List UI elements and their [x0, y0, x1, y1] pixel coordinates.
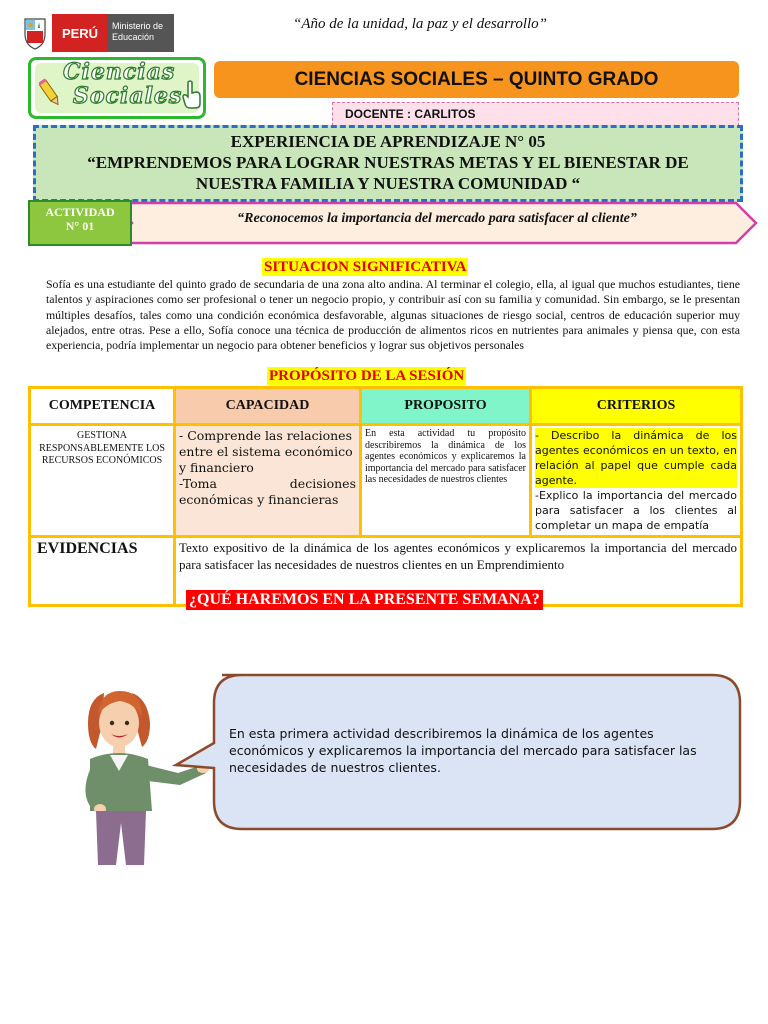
capacity-item-2-end: económicas y financieras	[179, 492, 339, 507]
table-header-row	[30, 388, 742, 425]
criteria-item-2: -Explico la importancia del mercado para satisfacer a los clientes al completar un mapa de empatía	[535, 489, 737, 532]
activity-tag-number: N° 01	[65, 219, 95, 233]
header-proposito: PROPOSITO	[361, 388, 531, 425]
teacher-label: DOCENTE : CARLITOS	[332, 102, 739, 126]
situation-heading: SITUACION SIGNIFICATIVA	[264, 259, 467, 275]
activity-tag-label: ACTIVIDAD	[45, 205, 115, 219]
purpose-cell: En esta actividad tu propósito describiremos la dinámica de los agentes económicos y explicaremos la importancia del mercado para satisfacer las necesidades de nuestros clientes	[361, 425, 531, 537]
criteria-item-1: - Describo la dinámica de los agentes económicos en un texto, en relación al papel que cumple cada agente.	[535, 429, 737, 487]
peru-label: PERÚ	[52, 14, 108, 52]
situation-body: Sofía es una estudiante del quinto grado de secundaria de una zona alto andina. Al terminar el colegio, ella, al igual que muchos estudiantes, tiene talentos y aspiraciones como ser profesional o tener un negocio propio, y contribuir así con su familia y comunidad. Sin embargo, se le presentan múltiples desafíos, tales como una condición económica desfavorable, algunas situaciones de riesgo social, centros de educación superior muy alejados, entre otras. Pese a ello, Sofía conoce una técnica de producción de alimentos ricos en nutrientes para animales y piensa que, con esta experiencia, podría implementar un negocio para obtener beneficios y lograr sus objetivos personales	[46, 277, 740, 353]
pencil-icon	[39, 78, 61, 108]
speech-text: En esta primera actividad describiremos la dinámica de los agentes económicos y explicaremos la importancia del mercado para satisfacer las necesidades de nuestros clientes.	[229, 726, 697, 775]
activity-title: “Reconocemos la importancia del mercado para satisfacer al cliente”	[237, 211, 637, 226]
peru-shield-icon	[22, 16, 48, 50]
capacity-item-1: - Comprende las relaciones entre el sistema económico y financiero	[179, 428, 353, 475]
logo-word-ciencias: Ciencias	[63, 59, 176, 85]
capacity-item-2-mid: decisiones	[289, 476, 356, 491]
experience-title-line1: “EMPRENDEMOS PARA LOGRAR NUESTRAS METAS Y EL BIENESTAR DE	[87, 153, 689, 172]
activity-title-banner	[112, 200, 760, 246]
capacity-cell	[175, 425, 361, 537]
evidence-cell: Texto expositivo de la dinámica de los agentes económicos y explicaremos la importancia del mercado para satisfacer las necesidades de nuestros clientes en un Emprendimiento	[175, 537, 742, 606]
table-row	[30, 425, 742, 537]
course-title-banner: CIENCIAS SOCIALES – QUINTO GRADO	[214, 61, 739, 98]
subject-logo	[28, 57, 206, 119]
criteria-cell	[531, 425, 742, 537]
ministry-logo	[22, 14, 174, 54]
hand-pointer-icon	[181, 80, 203, 110]
header-capacidad: CAPACIDAD	[175, 388, 361, 425]
logo-word-sociales: Sociales	[73, 83, 183, 109]
purpose-heading: PROPÓSITO DE LA SESIÓN	[269, 368, 465, 384]
session-plan-table	[28, 386, 743, 607]
speech-bubble	[172, 673, 742, 831]
week-heading: ¿QUÉ HAREMOS EN LA PRESENTE SEMANA?	[186, 590, 543, 610]
activity-tag	[28, 200, 132, 246]
ministry-name: Ministerio de Educación	[108, 14, 174, 52]
year-motto: “Año de la unidad, la paz y el desarrollo”	[292, 16, 548, 32]
experience-box	[33, 125, 743, 202]
capacity-item-2-start: -Toma	[179, 476, 217, 491]
competence-cell: GESTIONA RESPONSABLEMENTE LOS RECURSOS ECONÓMICOS	[30, 425, 175, 537]
evidence-label: EVIDENCIAS	[30, 537, 175, 606]
experience-title-line2: NUESTRA FAMILIA Y NUESTRA COMUNIDAD “	[195, 174, 581, 193]
header-criterios: CRITERIOS	[531, 388, 742, 425]
header-competencia: COMPETENCIA	[30, 388, 175, 425]
experience-number: EXPERIENCIA DE APRENDIZAJE N° 05	[230, 132, 546, 151]
